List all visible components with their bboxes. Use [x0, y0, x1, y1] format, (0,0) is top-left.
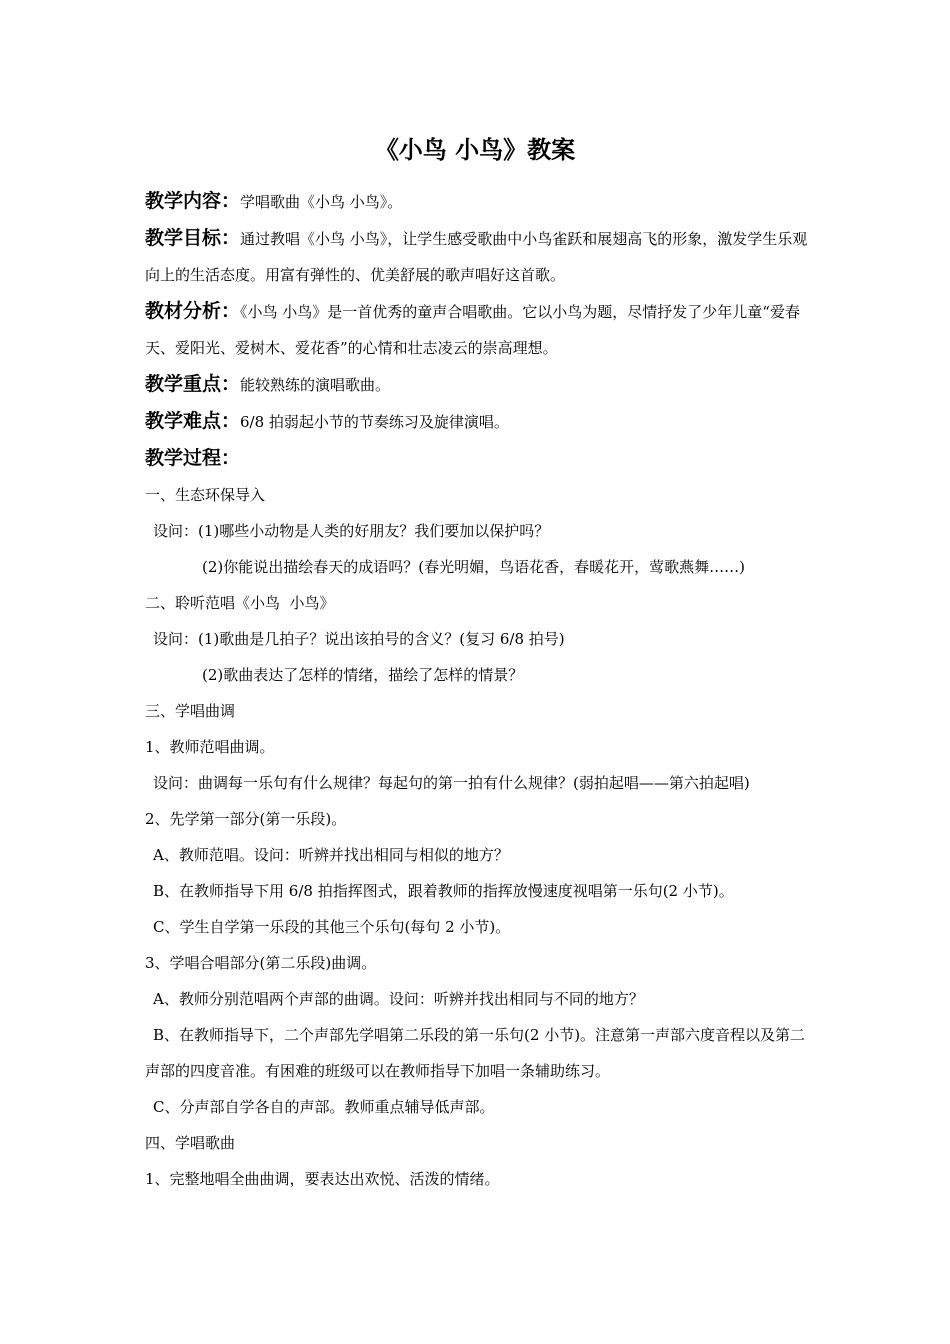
- sub-step-line: C、学生自学第一乐段的其他三个乐句(每句 2 小节)。: [153, 918, 511, 936]
- question-line-wrap: 设问：曲调每一乐句有什么规律？每起句的第一拍有什么规律？(弱拍起唱——第六拍起唱): [153, 774, 750, 792]
- section-text: 通过教唱《小鸟 小鸟》，让学生感受歌曲中小鸟雀跃和展翅高飞的形象，激发学生乐观向上的生活态度。用富有弹性的、优美舒展的歌声唱好这首歌。: [145, 230, 808, 284]
- sub-step-line: B、在教师指导下用 6/8 拍指挥图式，跟着教师的指挥放慢速度视唱第一乐句(2 小节)。: [153, 882, 734, 900]
- step-line: 2、先学第一部分(第一乐段)。: [145, 810, 347, 828]
- section-text: 能较熟练的演唱歌曲。: [240, 376, 391, 394]
- section-text: 6/8 拍弱起小节的节奏练习及旋律演唱。: [240, 413, 509, 431]
- section-teaching-goal: [145, 220, 813, 293]
- section-difficulty: [145, 403, 813, 440]
- section-teaching-content: [145, 183, 813, 220]
- section-label: 教学重点：: [145, 373, 241, 395]
- heading-learn-song: 四、学唱歌曲: [145, 1134, 236, 1152]
- section-label: 教学难点：: [145, 410, 241, 432]
- section-text: 学唱歌曲《小鸟 小鸟》。: [240, 193, 403, 211]
- document-title: 《小鸟 小鸟》教案: [374, 136, 576, 164]
- question-line-wrap: (2)你能说出描绘春天的成语吗？(春光明媚，鸟语花香，春暖花开，莺歌燕舞……): [202, 558, 745, 576]
- question-line: 设问：(1)哪些小动物是人类的好朋友？我们要加以保护吗？: [153, 522, 550, 540]
- section-material-analysis: [145, 293, 813, 366]
- step-line: 1、教师范唱曲调。: [145, 738, 275, 756]
- sub-step-line: A、教师分别范唱两个声部的曲调。设问：听辨并找出相同与不同的地方？: [153, 990, 644, 1008]
- section-process: [145, 440, 813, 477]
- sub-step-line: C、分声部自学各自的声部。教师重点辅导低声部。: [153, 1098, 495, 1116]
- section-label: 教学目标：: [145, 227, 241, 249]
- step-line: 1、完整地唱全曲曲调，要表达出欢悦、活泼的情绪。: [145, 1170, 500, 1188]
- sub-step-line: A、教师范唱。设问：听辨并找出相同与相似的地方？: [153, 846, 509, 864]
- heading-listen: 二、聆听范唱《小鸟 小鸟》: [145, 594, 335, 612]
- section-label: 教学过程：: [145, 447, 241, 469]
- section-key-point: [145, 366, 813, 403]
- step-line: 3、学唱合唱部分(第二乐段)曲调。: [145, 954, 377, 972]
- document-body: [145, 183, 813, 1197]
- section-text: 《小鸟 小鸟》是一首优秀的童声合唱歌曲。它以小鸟为题，尽情抒发了少年儿童“爱春天、爱阳光、爱树木、爱花香”的心情和壮志凌云的崇高理想。: [145, 303, 800, 357]
- sub-step-line-wrap: B、在教师指导下，二个声部先学唱第二乐段的第一乐句(2 小节)。注意第一声部六度音程以及第二声部的四度音准。有困难的班级可以在教师指导下加唱一条辅助练习。: [145, 1026, 806, 1080]
- section-label: 教材分析：: [145, 300, 241, 322]
- question-line: 设问：(1)歌曲是几拍子？说出该拍号的含义？(复习 6/8 拍号): [153, 630, 565, 648]
- heading-learn-melody: 三、学唱曲调: [145, 702, 236, 720]
- section-label: 教学内容：: [145, 190, 241, 212]
- heading-intro: 一、生态环保导入: [145, 486, 266, 504]
- question-line: (2)歌曲表达了怎样的情绪，描绘了怎样的情景？: [202, 666, 524, 684]
